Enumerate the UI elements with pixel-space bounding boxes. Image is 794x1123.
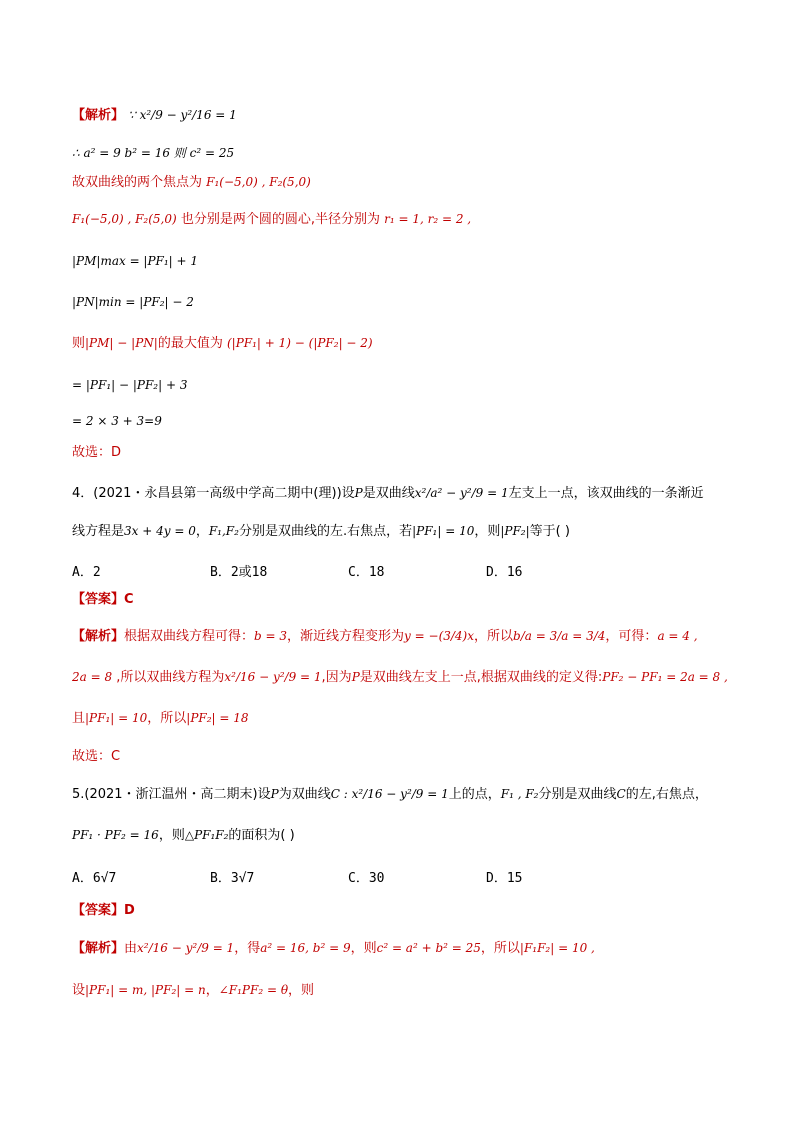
q5-stem-line-1: 5.(2021・浙江温州・高二期末)设P为双曲线C : x²/16 − y²/9 = 1上的点，F₁ , F₂分别是双曲线C的左,右焦点， (72, 787, 708, 802)
q4-solution-line-2: 2a = 8 ,所以双曲线方程为x²/16 − y²/9 = 1,因为P是双曲线左支上一点,根据双曲线的定义得:PF₂ − PF₁ = 2a = 8 , (72, 670, 728, 685)
q5-answer: 【答案】D (72, 903, 135, 918)
q5-stem-line-2: PF₁ · PF₂ = 16，则△PF₁F₂的面积为( ) (72, 828, 295, 843)
solution-line-9: = 2 × 3 + 3=9 (72, 414, 162, 428)
solution-line-2: ∴ a² = 9 b² = 16 则 c² = 25 (72, 146, 235, 160)
q5-solution-line-2: 设|PF₁| = m, |PF₂| = n，∠F₁PF₂ = θ，则 (72, 983, 315, 998)
solution-line-4: F₁(−5,0) , F₂(5,0) 也分别是两个圆的圆心,半径分别为 r₁ = 1, r₂ = 2 , (72, 212, 472, 227)
solution-line-7: 则|PM| − |PN|的最大值为 (|PF₁| + 1) − (|PF₂| − 2) (72, 336, 373, 351)
solution-line-5: |PM|max = |PF₁| + 1 (72, 254, 199, 268)
q4-solution-line-1: 【解析】根据双曲线方程可得：b = 3，渐近线方程变形为y = −(3/4)x，所以b/a = 3/a = 3/4，可得：a = 4 , (72, 629, 698, 644)
q4-stem-line-2: 线方程是3x + 4y = 0，F₁,F₂分别是双曲线的左.右焦点，若|PF₁| = 10，则|PF₂|等于( ) (72, 524, 570, 539)
solution-line-1 (72, 106, 237, 125)
q4-option-c: C．18 (348, 565, 385, 580)
q4-select: 故选：C (72, 749, 121, 764)
q4-option-b: B．2或18 (210, 565, 268, 580)
q5-option-d: D．15 (486, 871, 523, 886)
solution-line-3: 故双曲线的两个焦点为 F₁(−5,0) , F₂(5,0) (72, 175, 311, 190)
q4-answer: 【答案】C (72, 592, 134, 607)
q5-solution-line-1: 【解析】由x²/16 − y²/9 = 1，得a² = 16, b² = 9，则c² = a² + b² = 25，所以|F₁F₂| = 10 , (72, 941, 595, 956)
q4-option-d: D．16 (486, 565, 523, 580)
solution-line-6: |PN|min = |PF₂| − 2 (72, 295, 194, 309)
q4-stem-line-1: 4．(2021・永昌县第一高级中学高二期中(理))设P是双曲线x²/a² − y²/9 = 1左支上一点，该双曲线的一条渐近 (72, 486, 704, 501)
hyperbola-equation: ∵ x²/9 − y²/16 = 1 (128, 108, 237, 122)
select-answer-prev: 故选：D (72, 445, 122, 460)
q5-option-b: B．3√7 (210, 871, 255, 886)
analysis-tag: 【解析】 (72, 108, 125, 123)
q4-option-a: A．2 (72, 565, 101, 580)
solution-line-8: = |PF₁| − |PF₂| + 3 (72, 378, 188, 392)
q4-solution-line-3: 且|PF₁| = 10，所以|PF₂| = 18 (72, 711, 249, 726)
q5-option-a: A．6√7 (72, 871, 117, 886)
q5-option-c: C．30 (348, 871, 385, 886)
